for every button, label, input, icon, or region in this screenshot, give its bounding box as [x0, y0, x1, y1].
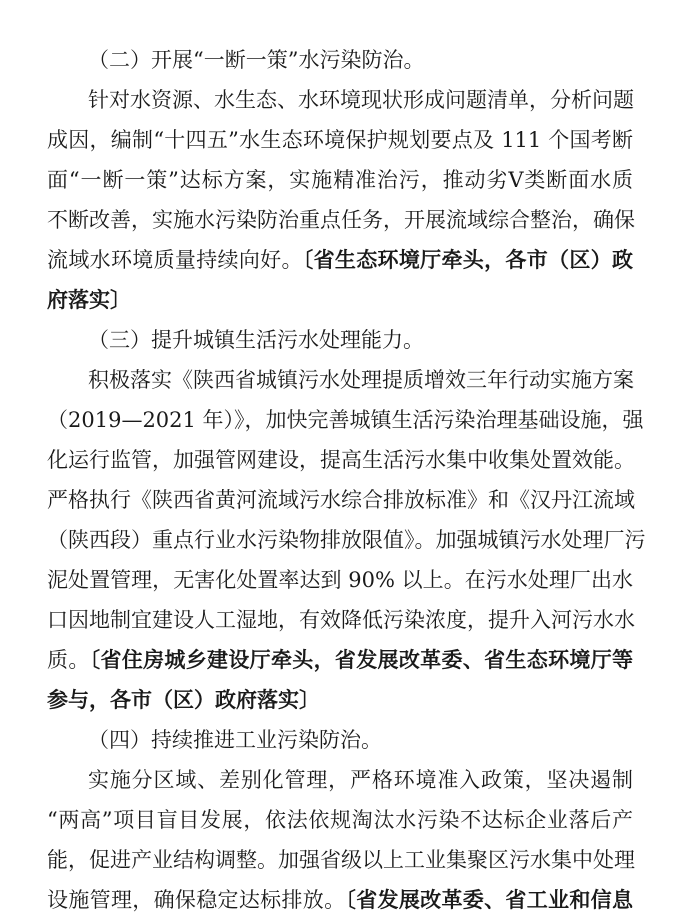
- paragraph-line: 能，促进产业结构调整。加强省级以上工业集聚区污水集中处理: [47, 848, 635, 872]
- paragraph-line: 面“一断一策”达标方案，实施精准治污，推动劣Ⅴ类断面水质: [47, 168, 633, 192]
- paragraph-line: 针对水资源、水生态、水环境现状形成问题清单，分析问题: [88, 88, 634, 112]
- section-heading-3: （三）提升城镇生活污水处理能力。: [88, 328, 424, 352]
- paragraph-line: 口因地制宜建设人工湿地，有效降低污染浓度，提升入河污水水: [47, 608, 635, 632]
- paragraph-line: （2019—2021 年）》，加快完善城镇生活污染治理基础设施，强: [47, 408, 644, 432]
- section-heading-4: （四）持续推进工业污染防治。: [88, 728, 382, 752]
- paragraph-text: 设施管理，确保稳定达标排放。: [47, 888, 346, 912]
- responsibility-note: 参与，各市（区）政府落实〕: [47, 687, 320, 712]
- paragraph-line: 严格执行《陕西省黄河流域污水综合排放标准》和《汉丹江流域: [47, 488, 635, 512]
- paragraph-line: [0, 640, 677, 680]
- responsibility-note: 〔省生态环境厅牵头，各市（区）政: [302, 247, 634, 272]
- section-heading-2: （二）开展“一断一策”水污染防治。: [88, 48, 425, 72]
- responsibility-note: 府落实〕: [47, 287, 131, 312]
- responsibility-note: 〔省住房城乡建设厅牵头，省发展改革委、省生态环境厅等: [89, 647, 634, 672]
- paragraph-line: 泥处置管理，无害化处置率达到 90% 以上。在污水处理厂出水: [47, 568, 633, 592]
- paragraph-line: 实施分区域、差别化管理，严格环境准入政策，坚决遏制: [88, 768, 633, 792]
- paragraph-line: “两高”项目盲目发展，依法依规淘汰水污染不达标企业落后产: [47, 808, 633, 832]
- paragraph-line: 成因，编制“十四五”水生态环境保护规划要点及 111 个国考断: [47, 128, 633, 152]
- paragraph-line: 不断改善，实施水污染防治重点任务，开展流域综合整治，确保: [47, 208, 635, 232]
- paragraph-text: 质。: [47, 648, 90, 672]
- paragraph-line: （陕西段）重点行业水污染物排放限值》。加强城镇污水处理厂污: [47, 528, 646, 552]
- paragraph-line: 积极落实《陕西省城镇污水处理提质增效三年行动实施方案: [88, 368, 634, 392]
- paragraph-line: [0, 240, 677, 280]
- responsibility-note: 〔省发展改革委、省工业和信息: [345, 887, 633, 912]
- paragraph-text: 流域水环境质量持续向好。: [47, 248, 303, 272]
- paragraph-line: 化运行监管，加强管网建设，提高生活污水集中收集处置效能。: [47, 448, 635, 472]
- paragraph-line: [0, 880, 677, 920]
